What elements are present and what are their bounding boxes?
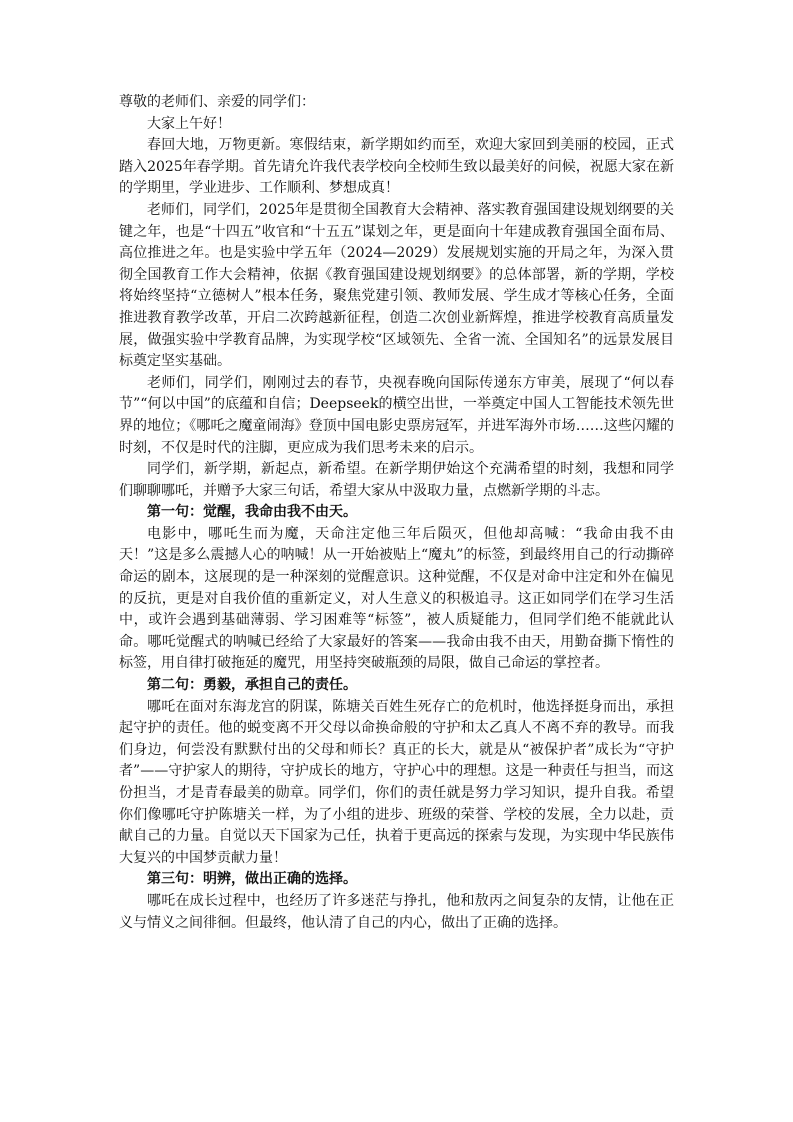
paragraph-2025-plan: 老师们，同学们，2025年是贯彻全国教育大会精神、落实教育强国建设规划纲要的关键之年，也是“十四五”收官和“十五五”谋划之年，更是面向十年建成教育强国全面布局、高位推进之年。也是实验中学五年（2024—2029）发展规划实施的开局之年，为深入贯彻全国教育工作大会精神，依据《教育强国建设规划纲要》的总体部署，新的学期，学校将始终坚持“立德树人”根本任务，聚焦党建引领、教师发展、学生成才等核心任务，全面推进教育教学改革，开启二次跨越新征程，创造二次创业新辉煌，推进学校教育高质量发展，做强实验中学教育品牌，为实现学校“区域领先、全省一流、全国知名”的远景发展目标奠定坚实基础。 <box>119 201 674 370</box>
speech-document <box>119 92 674 934</box>
section-heading-2: 第二句：勇毅，承担自己的责任。 <box>147 677 357 694</box>
paragraph-responsibility: 哪吒在面对东海龙宫的阴谋，陈塘关百姓生死存亡的危机时，他选择挺身而出，承担起守护的责任。他的蜕变离不开父母以命换命般的守护和太乙真人不离不弃的教导。而我们身边，何尝没有默默付出的父母和师长？真正的长大，就是从“被保护者”成长为“守护者”——守护家人的期待，守护成长的地方，守护心中的理想。这是一种责任与担当，而这份担当，才是青春最美的勋章。同学们，你们的责任就是努力学习知识，提升自我。希望你们像哪吒守护陈塘关一样，为了小组的进步、班级的荣誉、学校的发展，全力以赴，贡献自己的力量。自觉以天下国家为己任，执着于更高远的探索与发现，为实现中华民族伟大复兴的中国梦贡献力量！ <box>119 698 674 866</box>
greeting-line: 尊敬的老师们、亲爱的同学们： <box>119 94 315 110</box>
paragraph-welcome: 春回大地，万物更新。寒假结束，新学期如约而至，欢迎大家回到美丽的校园，正式踏入2025年春学期。首先请允许我代表学校向全校师生致以最美好的问候，祝愿大家在新的学期里，学业进步、工作顺利、梦想成真！ <box>119 137 674 197</box>
section-heading-1: 第一句：觉醒，我命由我不由天。 <box>147 504 357 521</box>
paragraph-new-semester: 同学们，新学期，新起点，新希望。在新学期伊始这个充满希望的时刻，我想和同学们聊聊哪吒，并赠予大家三句话，希望大家从中汲取力量，点燃新学期的斗志。 <box>119 461 674 499</box>
paragraph-spring-festival: 老师们，同学们，刚刚过去的春节，央视春晚向国际传递东方审美，展现了“何以春节”“何以中国”的底蕴和自信；Deepseek的横空出世，一举奠定中国人工智能技术领先世界的地位；《哪吒之魔童闹海》登顶中国电影史票房冠军，并进军海外市场……这些闪耀的时刻，不仅是时代的注脚，更应成为我们思考未来的启示。 <box>119 374 674 456</box>
paragraph-good-morning: 大家上午好！ <box>147 115 231 132</box>
paragraph-awakening: 电影中，哪吒生而为魔，天命注定他三年后陨灭，但他却高喊：“我命由我不由天！”这是多么震撼人心的呐喊！从一开始被贴上“魔丸”的标签，到最终用自己的行动撕碎命运的剧本，这展现的是一种深刻的觉醒意识。这种觉醒，不仅是对命中注定和外在偏见的反抗，更是对自我价值的重新定义，对人生意义的积极追寻。这正如同学们在学习生活中，或许会遇到基础薄弱、学习困难等“标签”，被人质疑能力，但同学们绝不能就此认命。哪吒觉醒式的呐喊已经给了大家最好的答案——我命由我不由天，用勤奋撕下惰性的标签，用自律打破拖延的魔咒，用坚持突破瓶颈的局限，做自己命运的掌控者。 <box>119 525 674 672</box>
section-heading-3: 第三句：明辨，做出正确的选择。 <box>147 871 357 888</box>
paragraph-choice: 哪吒在成长过程中，也经历了许多迷茫与挣扎，他和敖丙之间复杂的友情，让他在正义与情义之间徘徊。但最终，他认清了自己的内心，做出了正确的选择。 <box>119 892 674 931</box>
